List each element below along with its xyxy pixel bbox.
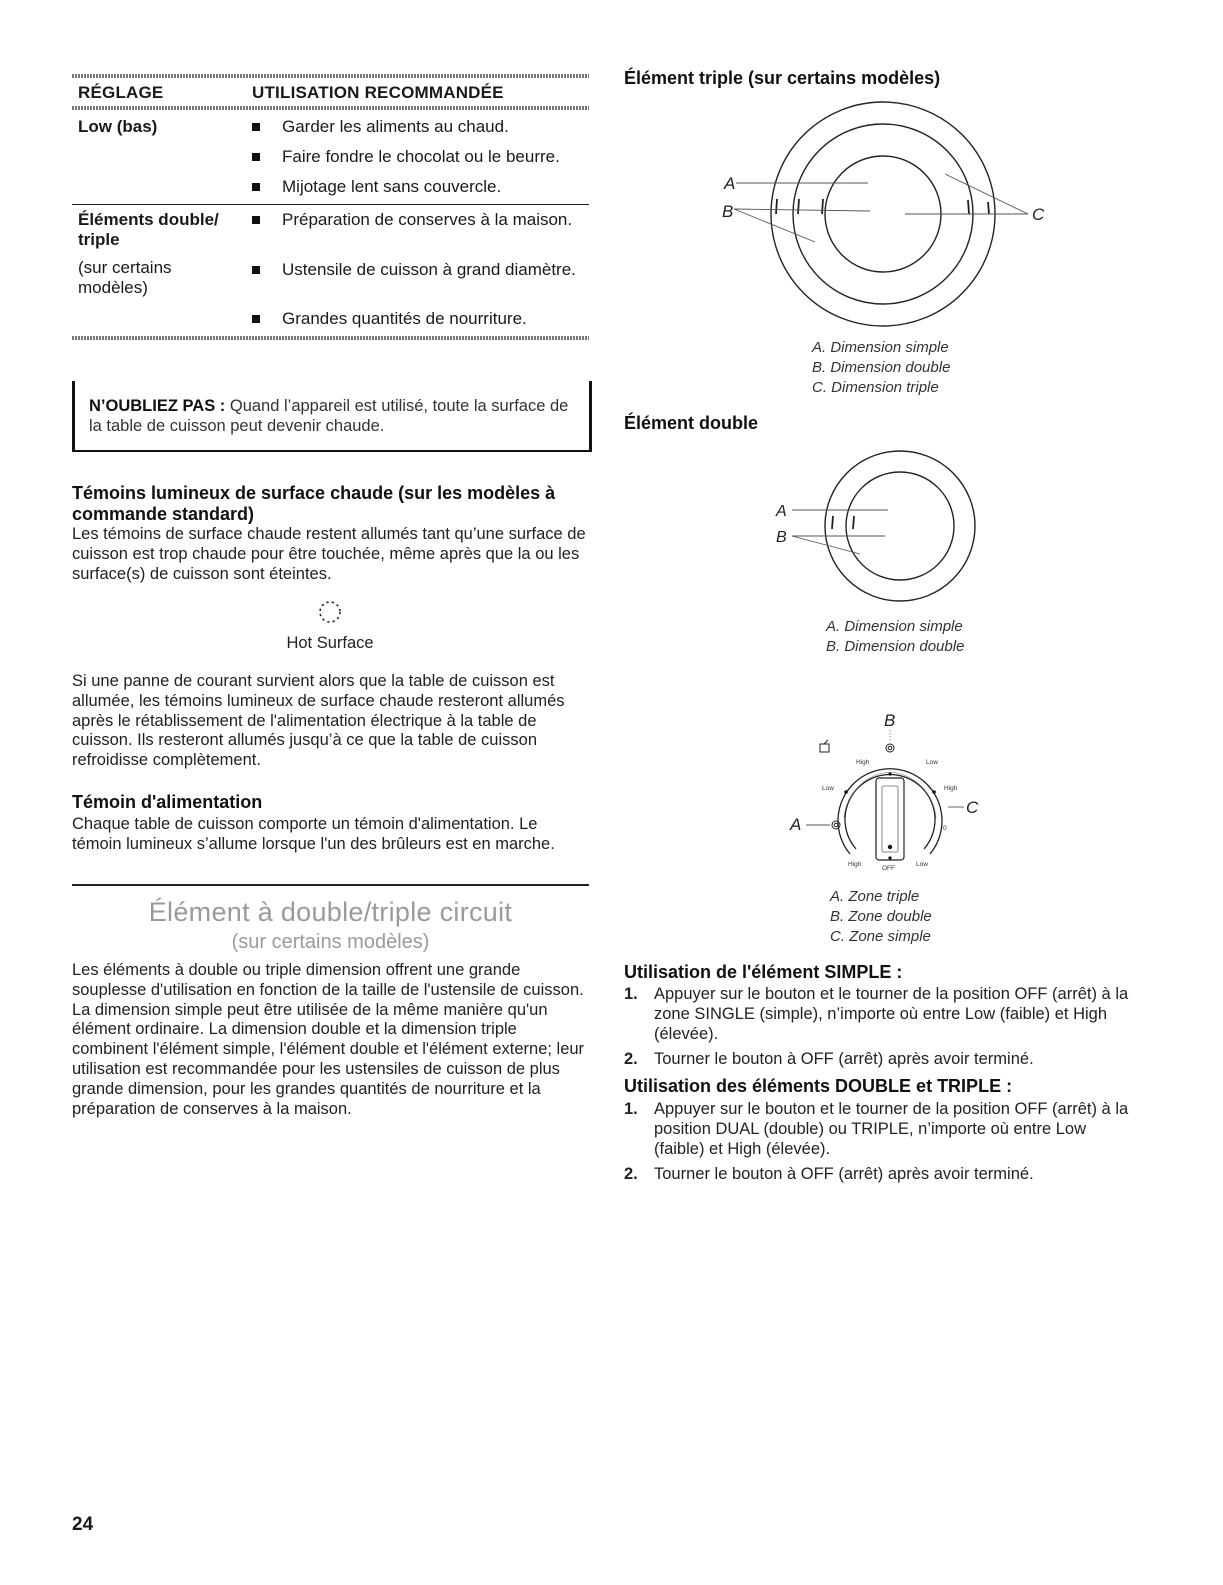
- knob-label-c: C: [966, 798, 979, 817]
- tick-high-right: High: [944, 785, 958, 792]
- control-knob-diagram: [780, 706, 1000, 876]
- setting-double-triple: Éléments double/ triple (sur certains modèles): [78, 210, 219, 297]
- power-indicator-para: Chaque table de cuisson comporte un témoin d'alimentation. Le témoin lumineux s’allume lorsque l'un des brûleurs est en marche.: [72, 815, 555, 853]
- tick-low-bottom: Low: [916, 861, 928, 868]
- double-captions: A. Dimension simple B. Dimension double: [826, 618, 965, 655]
- knob-label-a: A: [790, 815, 802, 834]
- double-label-b: B: [776, 529, 787, 546]
- triple-label-c: C: [1032, 205, 1045, 224]
- tick-off: OFF: [882, 865, 895, 872]
- triple-label-b: B: [722, 202, 734, 221]
- col-header-usage: UTILISATION RECOMMANDÉE: [252, 83, 504, 102]
- tick-high-top: High: [856, 759, 870, 766]
- dual-triple-subtitle: (sur certains modèles): [231, 931, 430, 953]
- triple-captions: A. Dimension simple B. Dimension double C. Dimension triple: [812, 339, 951, 396]
- tick-high-bottom: High: [848, 861, 862, 868]
- triple-label-a: A: [724, 174, 736, 193]
- power-indicator-heading: Témoin d'alimentation: [72, 792, 263, 812]
- double-label-a: A: [776, 503, 787, 520]
- tick-zero: 0: [943, 825, 947, 832]
- table-row-divider: [72, 204, 589, 205]
- hot-surface-para1: Les témoins de surface chaude restent allumés tant qu’une surface de cuisson est trop chaude pour être touchée, même après que la ou les surface(s) de cuisson sont éteintes.: [72, 525, 586, 583]
- double-element-diagram: [770, 444, 1000, 614]
- hot-surface-label: Hot Surface: [286, 634, 374, 652]
- knob-captions: A. Zone triple B. Zone double C. Zone simple: [830, 888, 932, 945]
- dual-triple-para: Les éléments à double ou triple dimension offrent une grande souplesse d'utilisation en fonction de la taille de l'ustensile de cuisson. La dimension simple peut être utilisée de la même manière qu'un élément ordinaire. La dimension double et la dimension triple combinent l'élément simple, l'élément double et l'élément externe; leur utilisation est recommandée pour les ustensiles de cuisson de plus grande dimension, pour les grandes quantités de nourriture et la préparation de conserves à la maison.: [72, 961, 585, 1118]
- table-bottom-rule: [72, 336, 589, 340]
- table-top-rule: [72, 74, 589, 78]
- hot-surface-icon: [316, 597, 344, 627]
- single-usage-heading: Utilisation de l'élément SIMPLE :: [624, 962, 903, 982]
- reminder-note: N’OUBLIEZ PAS : Quand l’appareil est utilisé, toute la surface de la table de cuisson peut devenir chaude.: [72, 381, 592, 452]
- dual-triple-title: Élément à double/triple circuit: [148, 897, 513, 927]
- double-triple-usage-heading: Utilisation des éléments DOUBLE et TRIPLE :: [624, 1076, 1013, 1096]
- double-element-heading: Élément double: [624, 413, 759, 433]
- tick-low-left: Low: [822, 785, 834, 792]
- knob-label-b: B: [884, 711, 896, 730]
- hot-surface-para2: Si une panne de courant survient alors que la table de cuisson est allumée, les témoins lumineux de surface chaude resteront allumés après le rétablissement de l'alimentation électrique à la table de cuisson. Ils resteront allumés jusqu’à ce que la table de cuisson refroidisse complètement.: [72, 672, 565, 770]
- col-header-setting: RÉGLAGE: [78, 83, 164, 102]
- section-divider: [72, 884, 589, 886]
- triple-element-heading: Élément triple (sur certains modèles): [624, 68, 941, 88]
- page-number: 24: [72, 1514, 94, 1535]
- table-header-rule: [72, 106, 589, 110]
- setting-low: Low (bas): [78, 117, 158, 136]
- triple-element-diagram: [700, 96, 1060, 336]
- tick-low-top: Low: [926, 759, 938, 766]
- hot-surface-heading: Témoins lumineux de surface chaude (sur les modèles à commande standard): [72, 483, 556, 524]
